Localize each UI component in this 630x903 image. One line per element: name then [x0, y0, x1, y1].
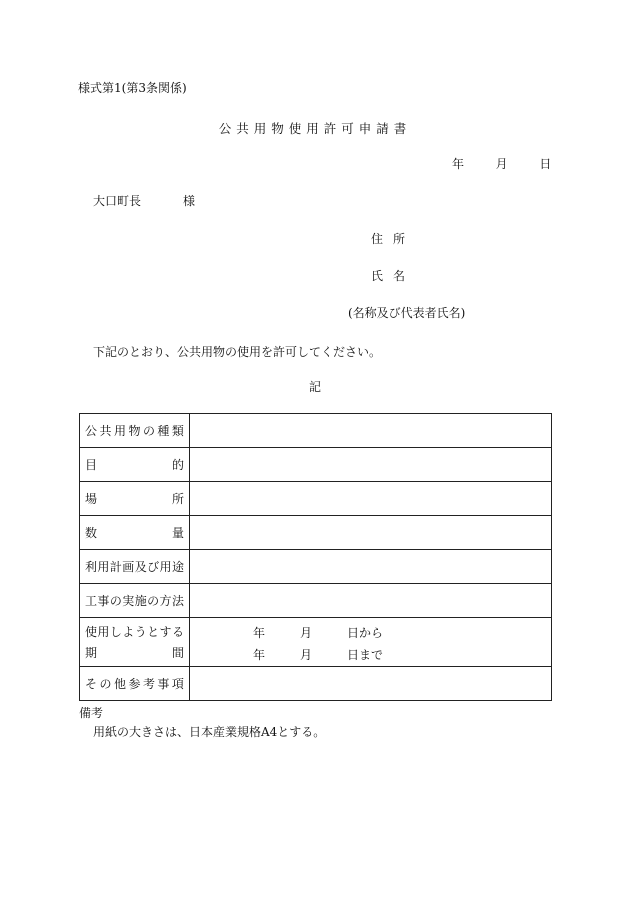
row-label-quantity: [80, 516, 190, 550]
period-to-year: 年: [253, 648, 266, 662]
label-char: し: [109, 625, 122, 639]
table-row: [80, 550, 552, 584]
label-char: 考: [142, 677, 155, 691]
ki-heading: 記: [308, 380, 321, 394]
spread-label: [85, 422, 184, 439]
label-char: の: [109, 594, 122, 608]
row-value-type[interactable]: [190, 414, 552, 448]
row-value-method[interactable]: [190, 584, 552, 618]
date-year: 年: [452, 157, 465, 171]
spread-label: [85, 675, 184, 692]
label-char: 施: [134, 594, 147, 608]
label-char: 種: [157, 424, 170, 438]
row-value-other[interactable]: [190, 667, 552, 701]
spread-label: [85, 623, 184, 640]
date-line: [452, 155, 551, 172]
remarks-heading: 備考: [79, 706, 104, 720]
label-char: 物: [128, 424, 141, 438]
label-char: 公: [85, 424, 98, 438]
addressee-honorific: 様: [183, 194, 196, 208]
row-value-period[interactable]: [190, 618, 552, 667]
label-char: 他: [113, 677, 126, 691]
date-day: 日: [539, 157, 552, 171]
row-label-type: [80, 414, 190, 448]
row-label-period: [80, 618, 190, 667]
row-value-purpose[interactable]: [190, 448, 552, 482]
label-char: 的: [171, 458, 184, 472]
label-char: 用: [159, 560, 172, 574]
form-number: 様式第1(第3条関係): [78, 81, 187, 95]
label-char: 共: [99, 424, 112, 438]
row-label-place: [80, 482, 190, 516]
table-row: [80, 584, 552, 618]
period-from-month: 月: [300, 626, 313, 640]
label-char: 使: [85, 625, 98, 639]
addressee-name: 大口町長: [93, 194, 142, 208]
period-to-month: 月: [300, 648, 313, 662]
label-char: よ: [122, 625, 135, 639]
label-char: 途: [171, 560, 184, 574]
spread-label: [85, 644, 184, 661]
remarks-text: 用紙の大きさは、日本産業規格A4とする。: [93, 725, 326, 739]
label-char: 数: [85, 526, 98, 540]
label-char: る: [171, 625, 184, 639]
period-to-day: 日まで: [347, 648, 384, 662]
spread-label: [85, 456, 184, 473]
row-label-method: [80, 584, 190, 618]
request-text: 下記のとおり、公共用物の使用を許可してください。: [93, 345, 382, 359]
label-char: 間: [171, 646, 184, 660]
applicant-address-label: 住所: [371, 232, 416, 246]
detail-table: [79, 413, 552, 701]
label-char: 法: [171, 594, 184, 608]
label-char: 参: [128, 677, 141, 691]
label-char: 項: [171, 677, 184, 691]
applicant-name-note: (名称及び代表者氏名): [348, 306, 466, 320]
table-row: [80, 667, 552, 701]
label-char: び: [147, 560, 160, 574]
label-char: そ: [85, 677, 98, 691]
label-char: の: [99, 677, 112, 691]
label-char: す: [159, 625, 172, 639]
label-char: 工: [85, 594, 98, 608]
label-char: の: [147, 594, 160, 608]
label-char: う: [134, 625, 147, 639]
row-label-plan: [80, 550, 190, 584]
label-char: 計: [109, 560, 122, 574]
label-char: 画: [122, 560, 135, 574]
label-char: 実: [122, 594, 135, 608]
label-char: 期: [85, 646, 98, 660]
label-char: 用: [97, 625, 110, 639]
document-title: 公共用物使用許可申請書: [218, 121, 412, 136]
spread-label: [85, 592, 184, 609]
label-char: 場: [85, 492, 98, 506]
table-row: [80, 516, 552, 550]
period-from-year: 年: [253, 626, 266, 640]
row-value-plan[interactable]: [190, 550, 552, 584]
table-row: [80, 414, 552, 448]
date-month: 月: [495, 157, 508, 171]
label-char: の: [142, 424, 155, 438]
table-row: [80, 448, 552, 482]
label-char: 目: [85, 458, 98, 472]
spread-label: [85, 558, 184, 575]
row-value-quantity[interactable]: [190, 516, 552, 550]
label-char: 所: [171, 492, 184, 506]
spread-label: [85, 490, 184, 507]
label-char: 及: [134, 560, 147, 574]
label-char: と: [147, 625, 160, 639]
table-row-period: [80, 618, 552, 667]
label-char: 事: [157, 677, 170, 691]
row-label-other: [80, 667, 190, 701]
row-label-purpose: [80, 448, 190, 482]
label-char: 類: [171, 424, 184, 438]
row-value-place[interactable]: [190, 482, 552, 516]
label-char: 事: [97, 594, 110, 608]
label-char: 利: [85, 560, 98, 574]
label-char: 用: [113, 424, 126, 438]
label-char: 方: [159, 594, 172, 608]
label-char: 量: [171, 526, 184, 540]
spread-label: [85, 524, 184, 541]
table-row: [80, 482, 552, 516]
period-from-day: 日から: [347, 626, 384, 640]
label-char: 用: [97, 560, 110, 574]
applicant-name-label: 氏名: [371, 269, 416, 283]
